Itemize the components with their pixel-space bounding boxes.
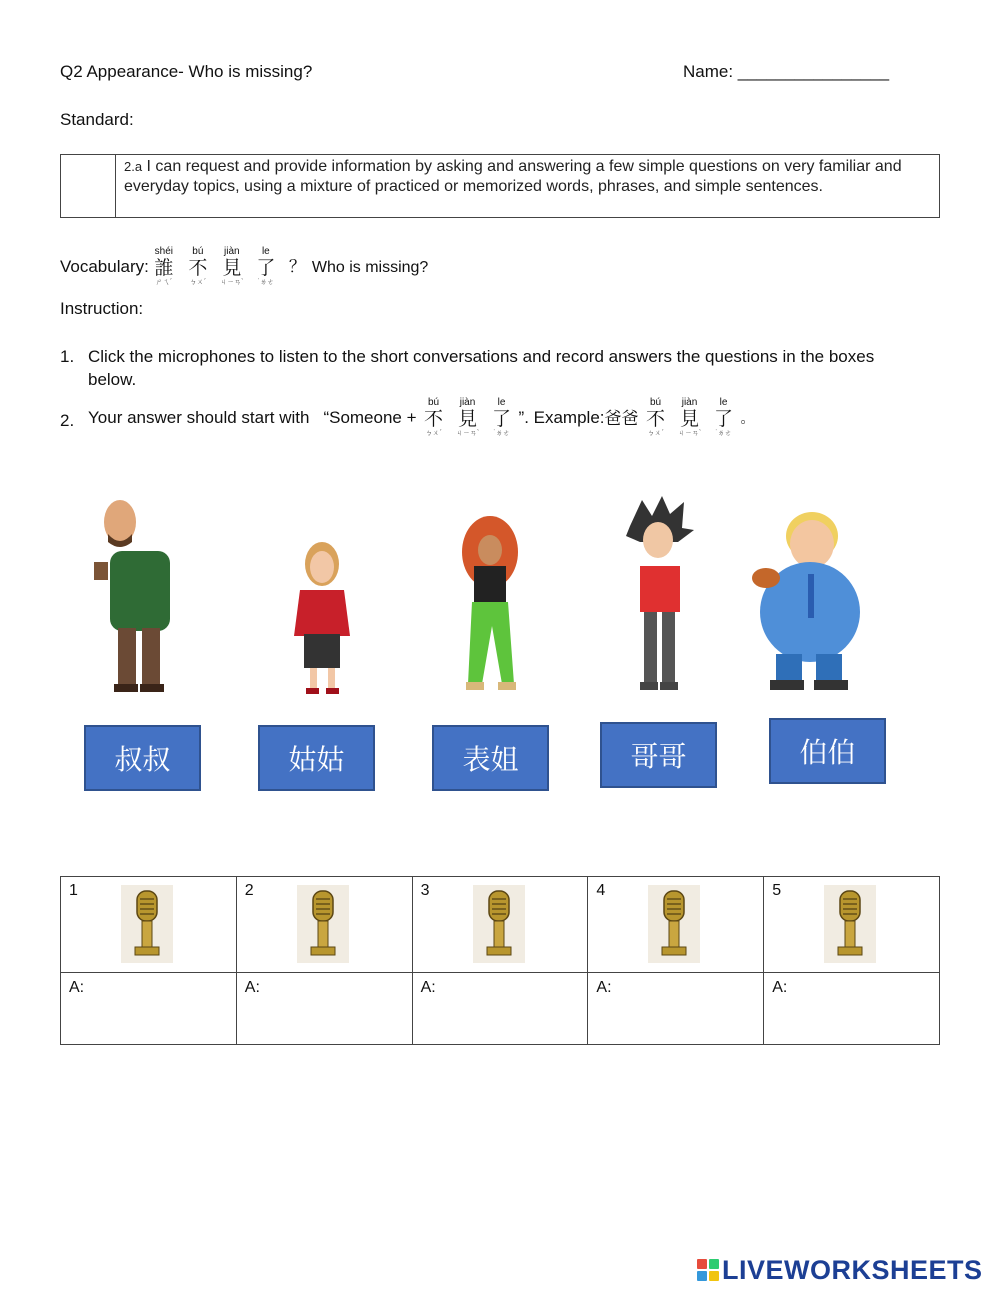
instruction-item-1-line-2: below. (88, 370, 137, 389)
instr-a-pinyin: bú (427, 397, 440, 408)
microphone-icon[interactable] (297, 885, 349, 963)
instruction-item-2-quote-close: ”. Example: (518, 408, 605, 427)
answer-cell-2 (236, 973, 412, 1045)
example-word: 爸爸 (604, 409, 639, 429)
answer-cell-5 (764, 973, 940, 1045)
example-end-mark: 。 (740, 411, 755, 427)
label-button-older-brother[interactable]: 哥哥 (600, 722, 717, 788)
instruction-label: Instruction: (60, 299, 144, 318)
instruction-chars-b (639, 397, 741, 438)
mic-cell-1 (61, 877, 237, 973)
mic-cell-3 (412, 877, 588, 973)
instruction-item-1-num: 1. (60, 347, 75, 366)
vocab-hanzi: 不 (188, 257, 208, 279)
answer-label: A: (244, 979, 260, 996)
instr-b-char-2 (707, 397, 741, 438)
cousin-illustration (448, 516, 534, 696)
instruction-item-2 (88, 397, 755, 438)
vocabulary-line (60, 246, 428, 287)
instruction-item-2-num: 2. (60, 411, 75, 430)
mic-cell-number: 5 (772, 882, 782, 899)
elder-uncle-illustration (752, 508, 864, 694)
vocab-zhuyin: ㄅㄨˊ (189, 279, 207, 286)
standard-description: I can request and provide information by asking and answering a few simple questions on very familiar and everyday topics, using a mixture of practiced or memorized words, phrases, and simple sentences. (124, 158, 902, 195)
vocab-char-2 (215, 246, 249, 287)
logo-mark-icon (697, 1259, 719, 1281)
microphone-icon[interactable] (473, 885, 525, 963)
standard-label: Standard: (60, 110, 134, 129)
instr-b-hanzi: 見 (680, 408, 700, 430)
answer-cell-3 (412, 973, 588, 1045)
label-button-uncle[interactable]: 叔叔 (84, 725, 201, 791)
standard-box (60, 154, 940, 218)
mic-cell-number: 2 (244, 882, 254, 899)
vocab-zhuyin: ㄐㄧㄢˋ (220, 279, 244, 286)
vocab-pinyin: bú (192, 246, 204, 257)
vocab-zhuyin: ㄕㄟˊ (155, 279, 173, 286)
answer-input-1[interactable] (91, 977, 230, 1001)
logo-text: LIVEWORKSHEETS (722, 1254, 983, 1285)
liveworksheets-logo (697, 1255, 983, 1285)
instr-b-char-0 (639, 397, 673, 438)
instr-a-zhuyin: ˙ㄌㄜ (493, 430, 510, 437)
instr-a-char-1 (451, 397, 485, 438)
label-button-cousin[interactable]: 表姐 (432, 725, 549, 791)
vocab-pinyin: jiàn (224, 246, 240, 257)
answer-label: A: (772, 979, 788, 996)
standard-text (124, 157, 919, 197)
vocabulary-label: Vocabulary: (60, 257, 149, 276)
mic-cell-number: 1 (69, 882, 78, 899)
instr-b-zhuyin: ˙ㄌㄜ (715, 430, 732, 437)
mic-cell-number: 4 (596, 882, 606, 899)
answer-input-3[interactable] (443, 977, 582, 1001)
mic-cell-2 (236, 877, 412, 973)
aunt-illustration (278, 534, 368, 696)
instr-b-char-1 (673, 397, 707, 438)
instr-b-pinyin: le (719, 397, 728, 408)
logo-block (709, 1271, 719, 1281)
standard-code: 2.a (124, 159, 143, 174)
instr-b-zhuyin: ㄐㄧㄢˋ (677, 430, 702, 437)
instruction-chars-a (417, 397, 519, 438)
vocabulary-chars (147, 246, 283, 287)
instr-b-hanzi: 了 (714, 408, 734, 430)
answer-input-4[interactable] (618, 977, 757, 1001)
vocabulary-question-mark: ？ (288, 257, 306, 276)
logo-block (709, 1259, 719, 1269)
instruction-item-2-prefix: Your answer should start with (88, 408, 310, 427)
instr-a-char-2 (485, 397, 519, 438)
answer-cell-4 (588, 973, 764, 1045)
label-button-elder-uncle[interactable]: 伯伯 (769, 718, 886, 784)
vocab-char-3 (249, 246, 283, 287)
instruction-item-1-line-1: Click the microphones to listen to the short conversations and record answers the questions in the boxes (88, 347, 875, 366)
instr-b-hanzi: 不 (646, 408, 666, 430)
instr-b-pinyin: bú (649, 397, 662, 408)
mic-cell-5 (764, 877, 940, 973)
name-field-label: Name: ________________ (683, 62, 890, 81)
logo-block (697, 1259, 707, 1269)
instr-a-hanzi: 見 (458, 408, 478, 430)
vocab-hanzi: 了 (256, 257, 276, 279)
instruction-item-2-quote-open: “Someone + (323, 408, 417, 427)
answer-cell-1 (61, 973, 237, 1045)
instr-b-pinyin: jiàn (681, 397, 698, 408)
microphone-icon[interactable] (824, 885, 876, 963)
vocab-hanzi: 見 (222, 257, 242, 279)
answer-label: A: (420, 979, 436, 996)
mic-cell-number: 3 (420, 882, 430, 899)
vocab-hanzi: 誰 (154, 257, 174, 279)
vocab-zhuyin: ˙ㄌㄜ (257, 279, 275, 286)
answer-label: A: (596, 979, 612, 996)
answer-table (60, 876, 940, 1045)
instr-a-hanzi: 了 (492, 408, 512, 430)
vocab-char-1 (181, 246, 215, 287)
microphone-icon[interactable] (648, 885, 700, 963)
mic-cell-4 (588, 877, 764, 973)
instr-a-pinyin: le (497, 397, 506, 408)
instr-a-char-0 (417, 397, 451, 438)
microphone-row (61, 877, 940, 973)
worksheet-title: Q2 Appearance- Who is missing? (60, 62, 313, 81)
answer-input-5[interactable] (794, 977, 933, 1001)
instr-a-zhuyin: ㄅㄨˊ (425, 430, 442, 437)
answer-row (61, 973, 940, 1045)
uncle-illustration (88, 496, 188, 696)
instr-b-zhuyin: ㄅㄨˊ (647, 430, 664, 437)
instr-a-zhuyin: ㄐㄧㄢˋ (455, 430, 480, 437)
answer-label: A: (69, 979, 85, 996)
vocab-pinyin: shéi (154, 246, 174, 257)
microphone-icon[interactable] (121, 885, 173, 963)
logo-block (697, 1271, 707, 1281)
vocab-char-0 (147, 246, 181, 287)
instr-a-hanzi: 不 (424, 408, 444, 430)
instr-a-pinyin: jiàn (459, 397, 476, 408)
standard-empty-cell (61, 155, 116, 217)
older-brother-illustration (622, 496, 698, 694)
answer-input-2[interactable] (267, 977, 406, 1001)
vocabulary-translation: Who is missing? (311, 259, 429, 276)
vocab-pinyin: le (261, 246, 270, 257)
label-button-aunt[interactable]: 姑姑 (258, 725, 375, 791)
